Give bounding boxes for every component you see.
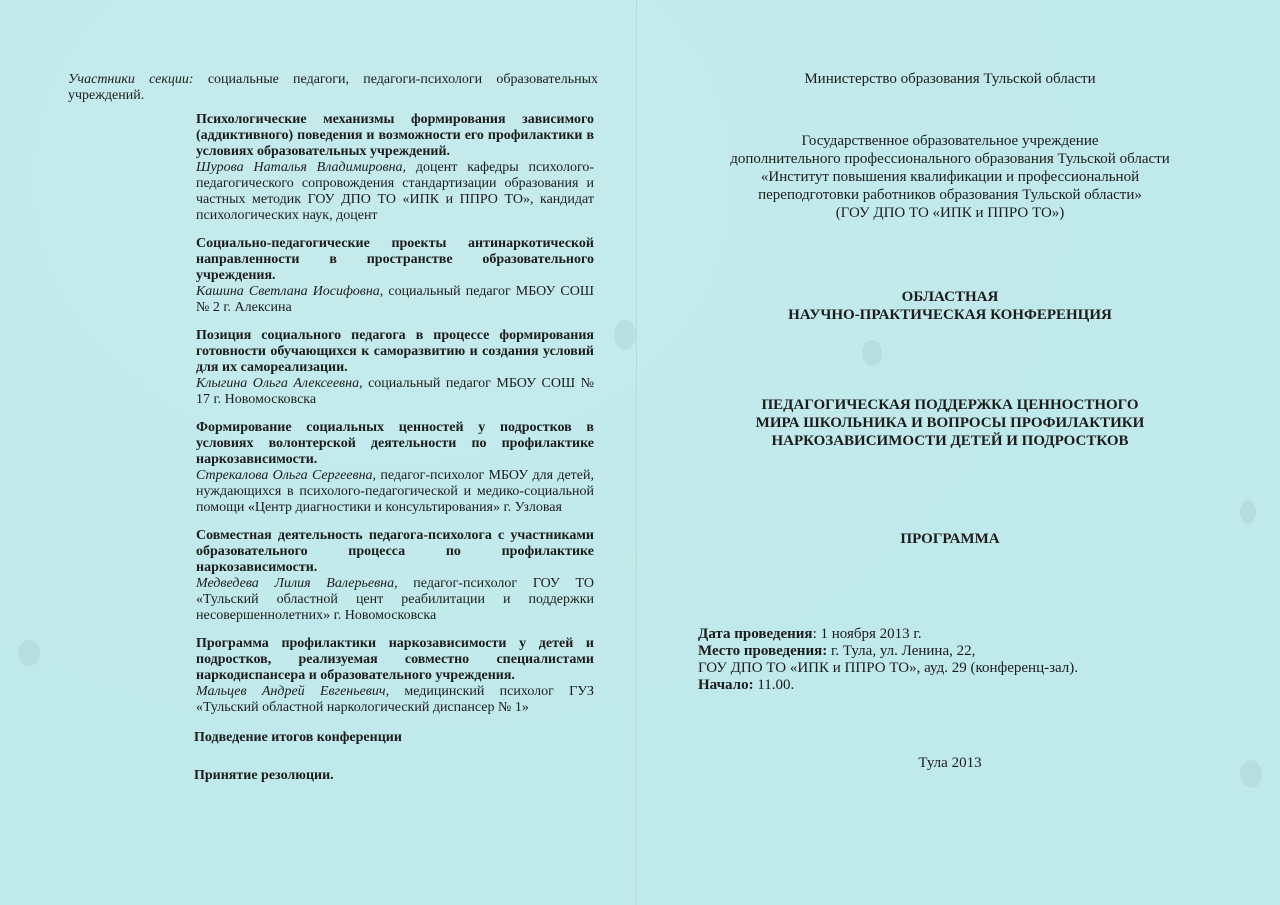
talk-item [196,636,594,716]
date-value: : 1 ноября 2013 г. [812,626,922,642]
talk-item [196,420,594,516]
talk-item [196,112,594,224]
participants-text: социальные педагоги, педагоги-психологи образовательных учреждений. [68,72,598,103]
conference-title-line: НАУЧНО-ПРАКТИЧЕСКАЯ КОНФЕРЕНЦИЯ [788,307,1112,323]
speaker-details: педагог-психолог МБОУ для детей, нуждающихся в психолого-педагогической и медико-социальной помощи «Центр диагностики и консультирования» г. Узловая [196,468,594,515]
talk-title: Психологические механизмы формирования зависимого (аддиктивного) поведения и возможности его профилактики в условиях образовательных учреждений. [196,112,594,159]
talk-speaker [196,376,594,408]
institution-line: (ГОУ ДПО ТО «ИПК и ППРО ТО») [835,205,1065,221]
speaker-name: Медведева Лилия Валерьевна, [196,576,398,591]
talk-speaker [196,284,594,316]
date-row [698,626,1240,643]
paper-spot [18,640,40,666]
talk-item [196,528,594,624]
start-row [698,677,1240,694]
program-heading: ПРОГРАММА [900,531,1000,547]
cover-page [660,70,1240,772]
theme-line: МИРА ШКОЛЬНИКА И ВОПРОСЫ ПРОФИЛАКТИКИ [755,415,1145,431]
closing-resolution: Принятие резолюции. [194,768,334,783]
event-details [660,626,1240,694]
conference-title-line: ОБЛАСТНАЯ [901,289,999,305]
closing-summary: Подведение итогов конференции [194,730,402,745]
institution-line: дополнительного профессионального образования Тульской области [730,151,1170,167]
conference-theme [660,396,1240,450]
speaker-name: Клыгина Ольга Алексеевна, [196,376,363,391]
paper-spot [1240,760,1262,788]
date-label: Дата проведения [698,626,813,642]
paper-spot [614,320,636,350]
speaker-details: доцент кафедры психолого-педагогического сопровождения стандартизации образования и частных методик ГОУ ДПО ТО «ИПК и ППРО ТО», кандидат психологических наук, доцент [196,160,594,223]
institution-block [660,132,1240,222]
start-value: 11.00. [753,677,795,693]
place-row-2: ГОУ ДПО ТО «ИПК и ППРО ТО», ауд. 29 (конференц-зал). [698,660,1079,676]
paper-spot [1240,500,1256,524]
speaker-name: Стрекалова Ольга Сергеевна, [196,468,377,483]
left-page [68,72,598,784]
talk-speaker [196,684,594,716]
city-year: Тула 2013 [918,755,982,771]
talk-title: Социально-педагогические проекты антинаркотической направленности в пространстве образовательного учреждения. [196,236,594,283]
page-fold [636,0,638,905]
talk-item [196,328,594,408]
closing-items [194,730,598,784]
theme-line: ПЕДАГОГИЧЕСКАЯ ПОДДЕРЖКА ЦЕННОСТНОГО [761,397,1139,413]
speaker-name: Шурова Наталья Владимировна, [196,160,407,175]
section-participants [68,72,598,104]
participants-label: Участники секции: [68,72,194,87]
talk-title: Формирование социальных ценностей у подростков в условиях волонтерской деятельности по профилактике наркозависимости. [196,420,594,467]
talk-speaker [196,468,594,516]
theme-line: НАРКОЗАВИСИМОСТИ ДЕТЕЙ И ПОДРОСТКОВ [771,433,1129,449]
ministry-line: Министерство образования Тульской области [804,71,1096,87]
talk-list [196,112,594,716]
talk-title: Позиция социального педагога в процессе формирования готовности обучающихся к саморазвитию и создания условий для их самореализации. [196,328,594,375]
place-value: г. Тула, ул. Ленина, 22, [827,643,976,659]
start-label: Начало: [698,677,754,693]
speaker-name: Кашина Светлана Иосифовна [196,284,380,299]
talk-item [196,236,594,316]
institution-line: Государственное образовательное учреждение [801,133,1099,149]
place-row [698,643,1240,660]
speaker-name: Мальцев Андрей Евгеньевич, [196,684,390,699]
speaker-details: , социальный педагог МБОУ СОШ № 2 г. Алексина [196,284,594,315]
place-label: Место проведения: [698,643,828,659]
talk-speaker [196,576,594,624]
talk-title: Программа профилактики наркозависимости у детей и подростков, реализуемая совместно специалистами наркодиспансера и образовательного учреждения. [196,636,594,683]
speaker-details: педагог-психолог ГОУ ТО «Тульский областной цент реабилитации и поддержки несовершеннолетних» г. Новомосковска [196,576,594,623]
speaker-details: социальный педагог МБОУ СОШ № 17 г. Новомосковска [196,376,594,407]
talk-speaker [196,160,594,224]
talk-title: Совместная деятельность педагога-психолога с участниками образовательного процесса по профилактике наркозависимости. [196,528,594,575]
speaker-details: медицинский психолог ГУЗ «Тульский областной наркологический диспансер № 1» [196,684,595,715]
institution-line: «Институт повышения квалификации и профессиональной [760,169,1140,185]
institution-line: переподготовки работников образования Тульской области» [758,187,1142,203]
conference-title [660,288,1240,324]
